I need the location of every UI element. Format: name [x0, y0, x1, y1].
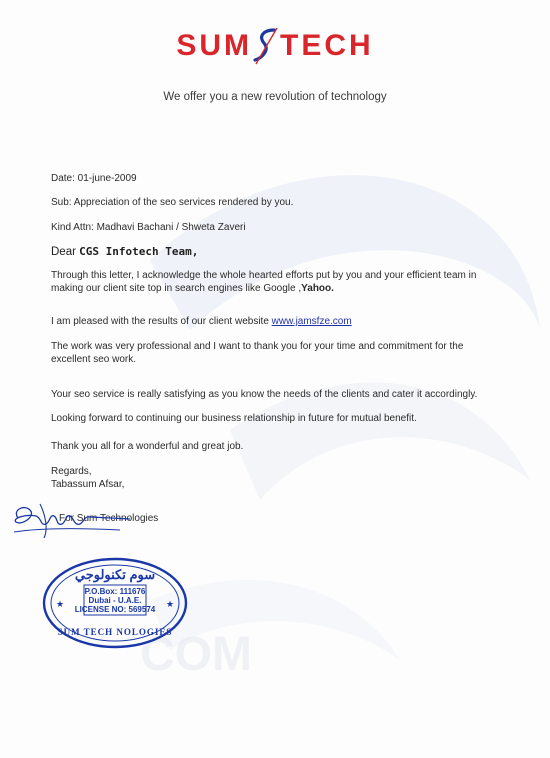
- paragraph-acknowledgement-text: Through this letter, I acknowledge the whole hearted efforts put by you and your efficient team in making our client site top in search engines like Google ,: [51, 270, 477, 294]
- signature-icon: [10, 496, 135, 541]
- salutation: [51, 245, 198, 259]
- company-stamp: [42, 557, 188, 649]
- logo-s-icon: [252, 28, 280, 64]
- paragraph-results-text: I am pleased with the results of our client website: [51, 316, 269, 327]
- tagline: We offer you a new revolution of technology: [163, 91, 387, 103]
- letter-subject: Sub: Appreciation of the seo services rendered by you.: [51, 197, 294, 208]
- svg-text:★: ★: [166, 599, 175, 609]
- paragraph-acknowledgement: [51, 269, 497, 295]
- salutation-name: CGS Infotech Team,: [79, 245, 199, 258]
- letter-date: Date: 01-june-2009: [51, 173, 137, 184]
- paragraph-results: [51, 315, 352, 328]
- client-website-link[interactable]: www.jamsfze.com: [271, 316, 352, 327]
- sumtech-logo: [176, 28, 373, 64]
- paragraph-satisfying: Your seo service is really satisfying as you know the needs of the clients and cater it accordingly.: [51, 389, 478, 400]
- letterhead: [0, 28, 550, 64]
- stamp-arabic-text: سوم تكنولوجي: [74, 567, 156, 582]
- stamp-details: [42, 587, 188, 614]
- stamp-license: LICENSE NO: 569574: [74, 605, 156, 614]
- logo-right-text: TECH: [280, 29, 374, 62]
- logo-left-text: SUM: [176, 29, 252, 62]
- stamp-pobox: P.O.Box: 111676: [84, 587, 146, 596]
- letter-attention: Kind Attn: Madhavi Bachani / Shweta Zaveri: [51, 222, 246, 233]
- paragraph-thank-you: Thank you all for a wonderful and great job.: [51, 441, 244, 452]
- paragraph-professional: The work was very professional and I want to thank you for your time and commitment for the excellent seo work.: [51, 341, 464, 365]
- paragraph-looking-forward: Looking forward to continuing our business relationship in future for mutual benefit.: [51, 413, 417, 424]
- company-line: For Sum Technologies: [59, 513, 159, 524]
- svg-text:★: ★: [56, 599, 65, 609]
- closing-regards: Regards,: [51, 466, 92, 477]
- paragraph-acknowledgement-brand: Yahoo.: [301, 283, 334, 294]
- stamp-city: Dubai - U.A.E.: [88, 596, 142, 605]
- stamp-bottom-text: SUM TECH NOLOGIES: [57, 627, 173, 637]
- signatory-name: Tabassum Afsar,: [51, 479, 125, 490]
- svg-text:COM: COM: [140, 628, 252, 681]
- salutation-prefix: Dear: [51, 246, 76, 258]
